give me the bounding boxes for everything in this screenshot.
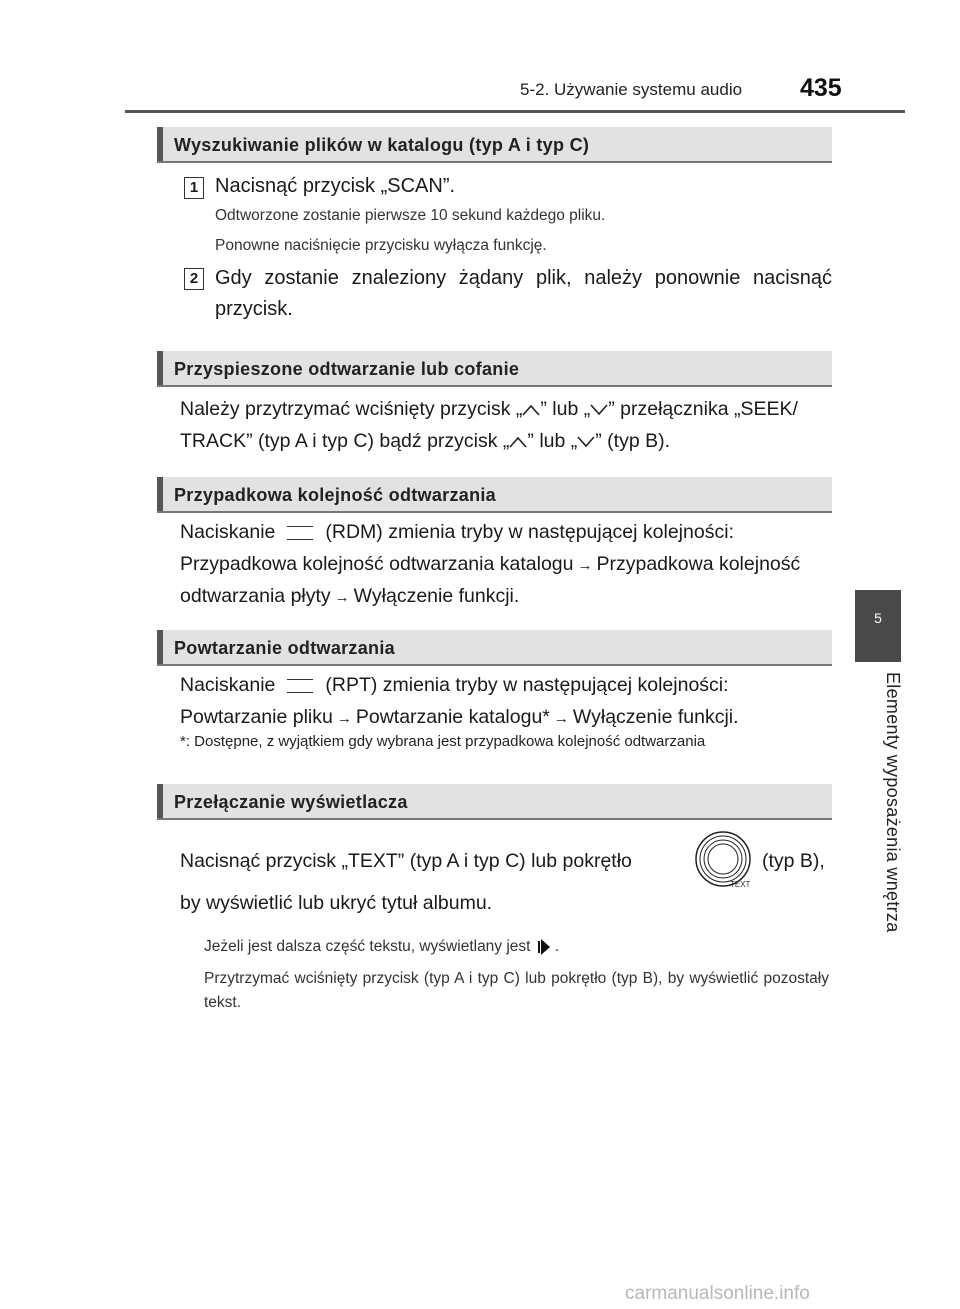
seek-line-1: Należy przytrzymać wciśnięty przycisk „ ” lub „ ” przełącznika „SEEK/	[180, 398, 798, 420]
section-heading-scan	[157, 127, 832, 163]
arrow-right-icon: →	[334, 589, 350, 606]
section-heading-text: Powtarzanie odtwarzania	[174, 638, 395, 658]
repeat-line-1: Naciskanie (RPT) zmienia tryby w następującej kolejności:	[180, 674, 729, 696]
chapter-title: Elementy wyposażenia wnętrza	[883, 672, 903, 933]
section-heading-repeat	[157, 630, 832, 666]
section-heading-text: Przyspieszone odtwarzanie lub cofanie	[174, 359, 520, 379]
repeat-line-2: Powtarzanie pliku → Powtarzanie katalogu* → Wyłączenie funkcji.	[180, 706, 739, 728]
random-line-1: Naciskanie (RDM) zmienia tryby w następującej kolejności:	[180, 521, 734, 543]
chevron-down-icon	[590, 404, 608, 416]
section-heading-text: Wyszukiwanie plików w katalogu (typ A i typ C)	[174, 135, 590, 155]
display-note-1: Jeżeli jest dalsza część tekstu, wyświetlany jest .	[204, 938, 560, 956]
watermark: carmanualsonline.info	[625, 1283, 810, 1304]
scan-note-2: Ponowne naciśnięcie przycisku wyłącza funkcję.	[215, 237, 547, 254]
running-header: 5-2. Używanie systemu audio	[520, 80, 743, 99]
display-line-1-right: (typ B),	[762, 850, 825, 872]
page-number: 435	[800, 74, 842, 102]
header-rule	[125, 110, 905, 113]
scan-note-1: Odtworzone zostanie pierwsze 10 sekund każdego pliku.	[215, 207, 606, 224]
step-number-1: 1	[184, 177, 204, 199]
rdm-button-icon	[287, 526, 313, 540]
step-2-text: Gdy zostanie znaleziony żądany plik, należy ponownie nacisnąć przycisk.	[215, 267, 832, 320]
repeat-footnote: *: Dostępne, z wyjątkiem gdy wybrana jest przypadkowa kolejność odtwarzania	[180, 733, 706, 750]
display-line-1-left: Nacisnąć przycisk „TEXT” (typ A i typ C) lub pokrętło	[180, 850, 632, 872]
display-note-2: Przytrzymać wciśnięty przycisk (typ A i typ C) lub pokrętło (typ B), by wyświetlić pozostały tekst.	[204, 970, 829, 1011]
chevron-up-icon	[509, 436, 527, 448]
arrow-right-icon: →	[336, 710, 352, 727]
arrow-right-icon: →	[577, 557, 593, 574]
more-text-arrow-icon	[538, 937, 552, 957]
section-heading-text: Przypadkowa kolejność odtwarzania	[174, 485, 496, 505]
display-line-2: by wyświetlić lub ukryć tytuł albumu.	[180, 892, 493, 914]
random-line-3: odtwarzania płyty → Wyłączenie funkcji.	[180, 585, 520, 607]
section-heading-text: Przełączanie wyświetlacza	[174, 792, 408, 812]
random-line-2: Przypadkowa kolejność odtwarzania katalogu → Przypadkowa kolejność	[180, 553, 801, 575]
section-heading-display	[157, 784, 832, 820]
chevron-up-icon	[522, 404, 540, 416]
section-heading-random	[157, 477, 832, 513]
chapter-number: 5	[874, 610, 882, 626]
seek-line-2: TRACK” (typ A i typ C) bądź przycisk „ ” lub „ ” (typ B).	[180, 430, 671, 452]
step-1-text: Nacisnąć przycisk „SCAN”.	[215, 175, 456, 197]
arrow-right-icon: →	[553, 710, 569, 727]
step-number-2: 2	[184, 268, 204, 290]
knob-text-label: TEXT	[730, 880, 751, 889]
chevron-down-icon	[577, 436, 595, 448]
rpt-button-icon	[287, 679, 313, 693]
section-heading-seek	[157, 351, 832, 387]
chapter-tab	[855, 590, 901, 662]
